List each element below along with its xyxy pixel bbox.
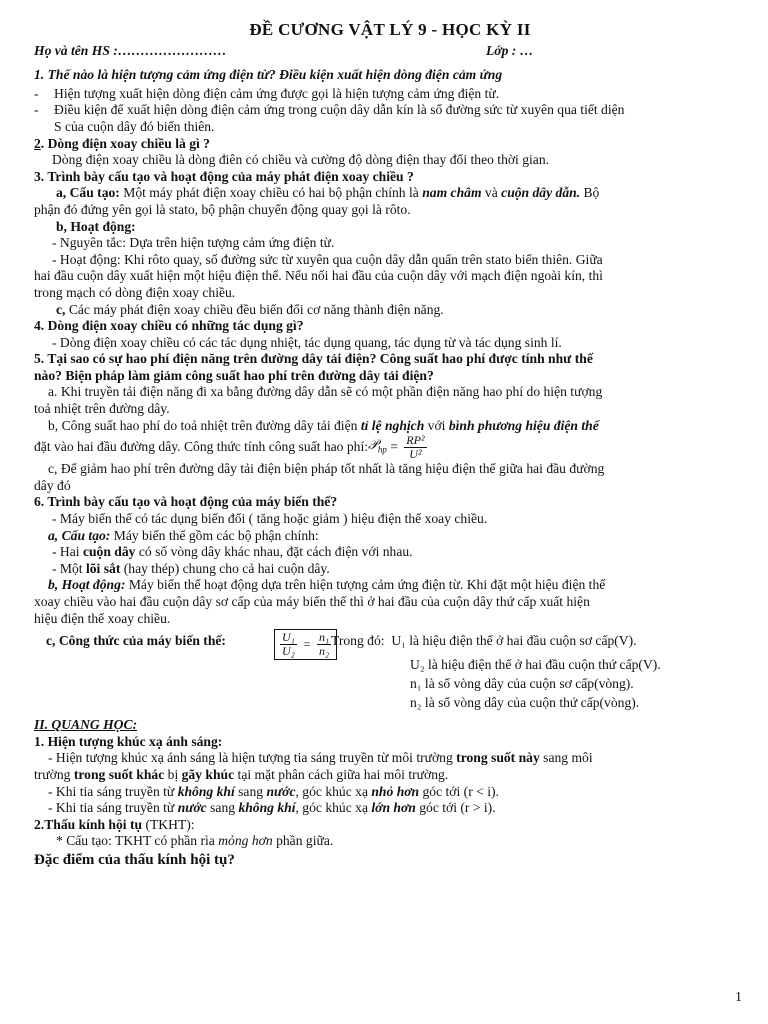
q6-intro: - Máy biến thế có tác dụng biến đổi ( tăng hoặc giảm ) hiệu điện thế xoay chiều. (52, 511, 488, 527)
q3-b-2: - Hoạt động: Khi rôto quay, số đường sức từ xuyên qua cuộn dây dẫn quấn trên stato biến thiên. Giữa (52, 251, 603, 267)
q3-c-text: Các máy phát điện xoay chiều đều biến đổi cơ năng thành điện năng. (65, 301, 444, 317)
text: - Khi tia sáng truyền từ (48, 783, 178, 799)
power-loss-numerator: RP² (406, 433, 425, 448)
q6-a-1 (34, 544, 746, 561)
q3-a-tail: Bộ (580, 185, 600, 201)
q6-c-label: c, Công thức của máy biến thế: (46, 633, 226, 649)
u1-symbol: U₁ (282, 630, 295, 645)
text-bold: trong suốt này (456, 750, 540, 766)
q3-a-coil: cuộn dây dẫn. (501, 185, 581, 201)
q6-b-1 (34, 577, 746, 594)
text: , góc khúc xạ (295, 800, 372, 816)
student-info (34, 43, 746, 60)
voltage-ratio (280, 631, 297, 658)
refraction-heading: 1. Hiện tượng khúc xạ ánh sáng: (34, 733, 223, 749)
q5-c-1: c, Để giảm hao phí trên đường dây tải điện biện pháp tốt nhất là tăng hiệu điện thế giữa hai đầu đường (48, 461, 605, 477)
n1-description: n₁ là số vòng dây của cuộn sơ cấp(vòng). (410, 676, 634, 692)
equals-sign: = (386, 439, 402, 455)
q3-b-1: - Nguyên tắc: Dựa trên hiện tượng cảm ứng điện từ. (52, 235, 335, 251)
text: bị (164, 766, 182, 782)
q5-b-1 (34, 418, 746, 435)
u2-description: U₂ là hiệu điện thế ở hai đầu cuộn thứ cấp(V). (410, 657, 661, 673)
lens-structure (34, 833, 746, 850)
n1-symbol: n₁ (318, 630, 330, 645)
q3-b-3: hai đầu cuộn dây xuất hiện một hiệu điện thế. Nếu nối hai đầu của cuộn dây với mạch điện ngoài kín, thì (34, 268, 603, 284)
q6-b-3: hiệu điện thế xoay chiều. (34, 610, 171, 626)
transformer-symbol-list (410, 655, 661, 712)
q3-a-label: a, Cấu tạo: (56, 185, 120, 201)
q3-c-label: c, (56, 301, 66, 317)
part2-heading: II. QUANG HỌC: (34, 717, 138, 733)
refraction-line-3 (34, 784, 746, 801)
q3-c (34, 302, 746, 319)
q5-heading-1: 5. Tại sao có sự hao phí điện năng trên đường dây tải điện? Công suất hao phí được tính như thế (34, 351, 593, 367)
q2-heading-text: . Dòng điện xoay chiều là gì ? (40, 135, 210, 151)
q6-a-1-coil: cuộn dây (82, 544, 136, 560)
power-loss-fraction (404, 434, 426, 461)
text: góc tới (r > i). (415, 800, 496, 816)
page-number: 1 (735, 990, 742, 1005)
q1-bullet-2-cont: S của cuộn dây đó biến thiên. (54, 118, 215, 134)
text: sang (206, 800, 239, 816)
document-page (34, 22, 746, 869)
q3-a-text: Một máy phát điện xoay chiều có hai bộ phận chính là (119, 185, 423, 201)
q5-b-inverse: tỉ lệ nghịch (360, 417, 425, 433)
refraction-line-1 (34, 750, 746, 767)
turns-ratio (317, 631, 331, 658)
text-bold: trong suốt khác (73, 766, 165, 782)
lens-heading-bold: 2.Thấu kính hội tụ (34, 816, 143, 832)
q5-heading-2: nào? Biện pháp làm giảm công suất hao phí trên đường dây tải điện? (34, 367, 434, 383)
refraction-line-4 (34, 800, 746, 817)
text-bold: nước (266, 783, 296, 799)
q3-heading: 3. Trình bày cấu tạo và hoạt động của máy phát điện xoay chiều ? (34, 168, 414, 184)
q1-bullet-1-text: Hiện tượng xuất hiện dòng điện cảm ứng được gọi là hiện tượng cảm ứng điện từ. (54, 85, 500, 101)
q6-a-1-pre: - Hai (52, 544, 83, 560)
q6-heading: 6. Trình bày cấu tạo và hoạt động của máy biến thế? (34, 494, 338, 510)
text: phần giữa. (272, 833, 334, 849)
q5-b-2 (34, 434, 746, 461)
q6-a-1-post: có số vòng dây khác nhau, đặt cách điện với nhau. (135, 544, 413, 560)
q4-heading: 4. Dòng điện xoay chiều có những tác dụng gì? (34, 318, 304, 334)
q2-answer: Dòng điện xoay chiều là dòng điên có chiều và cường độ dòng điện thay đổi theo thời gian. (52, 152, 550, 168)
q5-b-text: b, Công suất hao phí do toả nhiệt trên đường dây tải điện (48, 417, 361, 433)
text-bold: lớn hơn (371, 800, 416, 816)
u1-description: U₁ là hiệu điện thế ở hai đầu cuộn sơ cấp(V). (391, 633, 637, 649)
q5-c-2: dây đó (34, 477, 71, 493)
power-loss-denominator: U² (409, 447, 422, 462)
q6-c-where (331, 633, 637, 650)
q1-bullet-1 (34, 86, 746, 103)
q2-heading (34, 136, 746, 153)
power-sub: hp (377, 444, 387, 455)
power-symbol: 𝒫 (368, 437, 378, 453)
lens-characteristics-question: Đặc điểm của thấu kính hội tụ? (34, 851, 235, 868)
power-loss-symbol (368, 437, 387, 458)
text-italic: mỏng hơn (218, 833, 273, 849)
q3-a-line2: phận đó đứng yên gọi là stato, bộ phận chuyển động quay gọi là rôto. (34, 201, 411, 217)
lens-heading (34, 817, 746, 834)
q6-a (34, 528, 746, 545)
bullet-dash: - (34, 85, 39, 101)
text: góc tới (r < i). (419, 783, 499, 799)
q5-a-2: toả nhiệt trên đường dây. (34, 401, 170, 417)
q6-a-2 (34, 561, 746, 578)
text-bold: gãy khúc (181, 766, 235, 782)
q6-a-2-post: (hay thép) chung cho cả hai cuộn dây. (120, 560, 330, 576)
q6-a-2-core: lõi sắt (85, 560, 121, 576)
q6-a-label: a, Cấu tạo: (48, 527, 111, 543)
n2-description: n₂ là số vòng dây của cuộn thứ cấp(vòng). (410, 695, 640, 711)
q3-a (34, 185, 746, 202)
q6-a-text: Máy biến thế gồm các bộ phận chính: (110, 527, 319, 543)
q5-b-square-voltage: bình phương hiệu điện thế (448, 417, 599, 433)
text: trường (34, 766, 74, 782)
q6-b-1-text: Máy biến thế hoạt động dựa trên hiện tượng cảm ứng điện từ. Khi đặt một hiệu điện thế (125, 577, 606, 593)
text: - Khi tia sáng truyền từ (48, 800, 178, 816)
bullet-dash: - (34, 102, 39, 118)
q5-b-2-text: đặt vào hai đầu đường dây. Công thức tính công suất hao phí: (34, 439, 369, 455)
class-label: Lớp : … (486, 42, 534, 58)
transformer-formula-block (34, 627, 746, 713)
q5-b-with: với (424, 417, 449, 433)
text: sang môi (539, 750, 593, 766)
q1-bullet-2-text: Điều kiện để xuất hiện dòng điện cảm ứng trong cuộn dây dẫn kín là số đường sức từ xuyên qua tiết diện (54, 102, 625, 118)
refraction-line-2 (34, 767, 746, 784)
equals-sign: = (302, 637, 311, 652)
student-name-label: Họ và tên HS :…………………… (34, 42, 227, 58)
text-bold: nước (177, 800, 207, 816)
q1-heading: 1. Thế nào là hiện tượng cảm ứng điện từ? Điều kiện xuất hiện dòng điện cảm ứng (34, 67, 503, 83)
text: * Cấu tạo: TKHT có phần rìa (56, 833, 219, 849)
q1-bullet-2 (34, 102, 746, 119)
q6-a-2-pre: - Một (52, 560, 86, 576)
text: , góc khúc xạ (295, 783, 372, 799)
q3-a-and: và (481, 185, 502, 201)
text-bold: không khí (238, 800, 296, 816)
text: - Hiện tượng khúc xạ ánh sáng là hiện tượng tia sáng truyền từ môi trường (48, 750, 457, 766)
transformer-formula-box (274, 629, 337, 660)
text-bold: không khí (177, 783, 235, 799)
text-bold: nhỏ hơn (371, 783, 420, 799)
text: tại mặt phân cách giữa hai môi trường. (234, 766, 449, 782)
n2-symbol: n₂ (318, 644, 330, 659)
u2-symbol: U₂ (282, 644, 295, 659)
q3-b-4: trong mạch có dòng điện xoay chiều. (34, 284, 236, 300)
q3-b-label: b, Hoạt động: (56, 218, 136, 234)
q6-b-label: b, Hoạt động: (48, 577, 126, 593)
q2-number: 2 (34, 135, 41, 151)
q3-a-magnet: nam châm (422, 185, 482, 201)
where-label: Trong đó: (331, 633, 385, 649)
q5-a-1: a. Khi truyền tải điện năng đi xa bằng đường dây dẫn sẽ có một phần điện năng hao phí do hiện tượng (48, 384, 603, 400)
document-title: ĐỀ CƯƠNG VẬT LÝ 9 - HỌC KỲ II (249, 20, 531, 39)
q6-b-2: xoay chiều vào hai đầu cuộn dây sơ cấp của máy biến thế thì ở hai đầu của cuộn dây thứ cấp xuất hiện (34, 594, 590, 609)
lens-heading-abbr: (TKHT): (142, 816, 195, 832)
text: sang (234, 783, 267, 799)
q4-answer: - Dòng điện xoay chiều có các tác dụng nhiệt, tác dụng quang, tác dụng từ và tác dụng sinh lí. (52, 334, 562, 350)
